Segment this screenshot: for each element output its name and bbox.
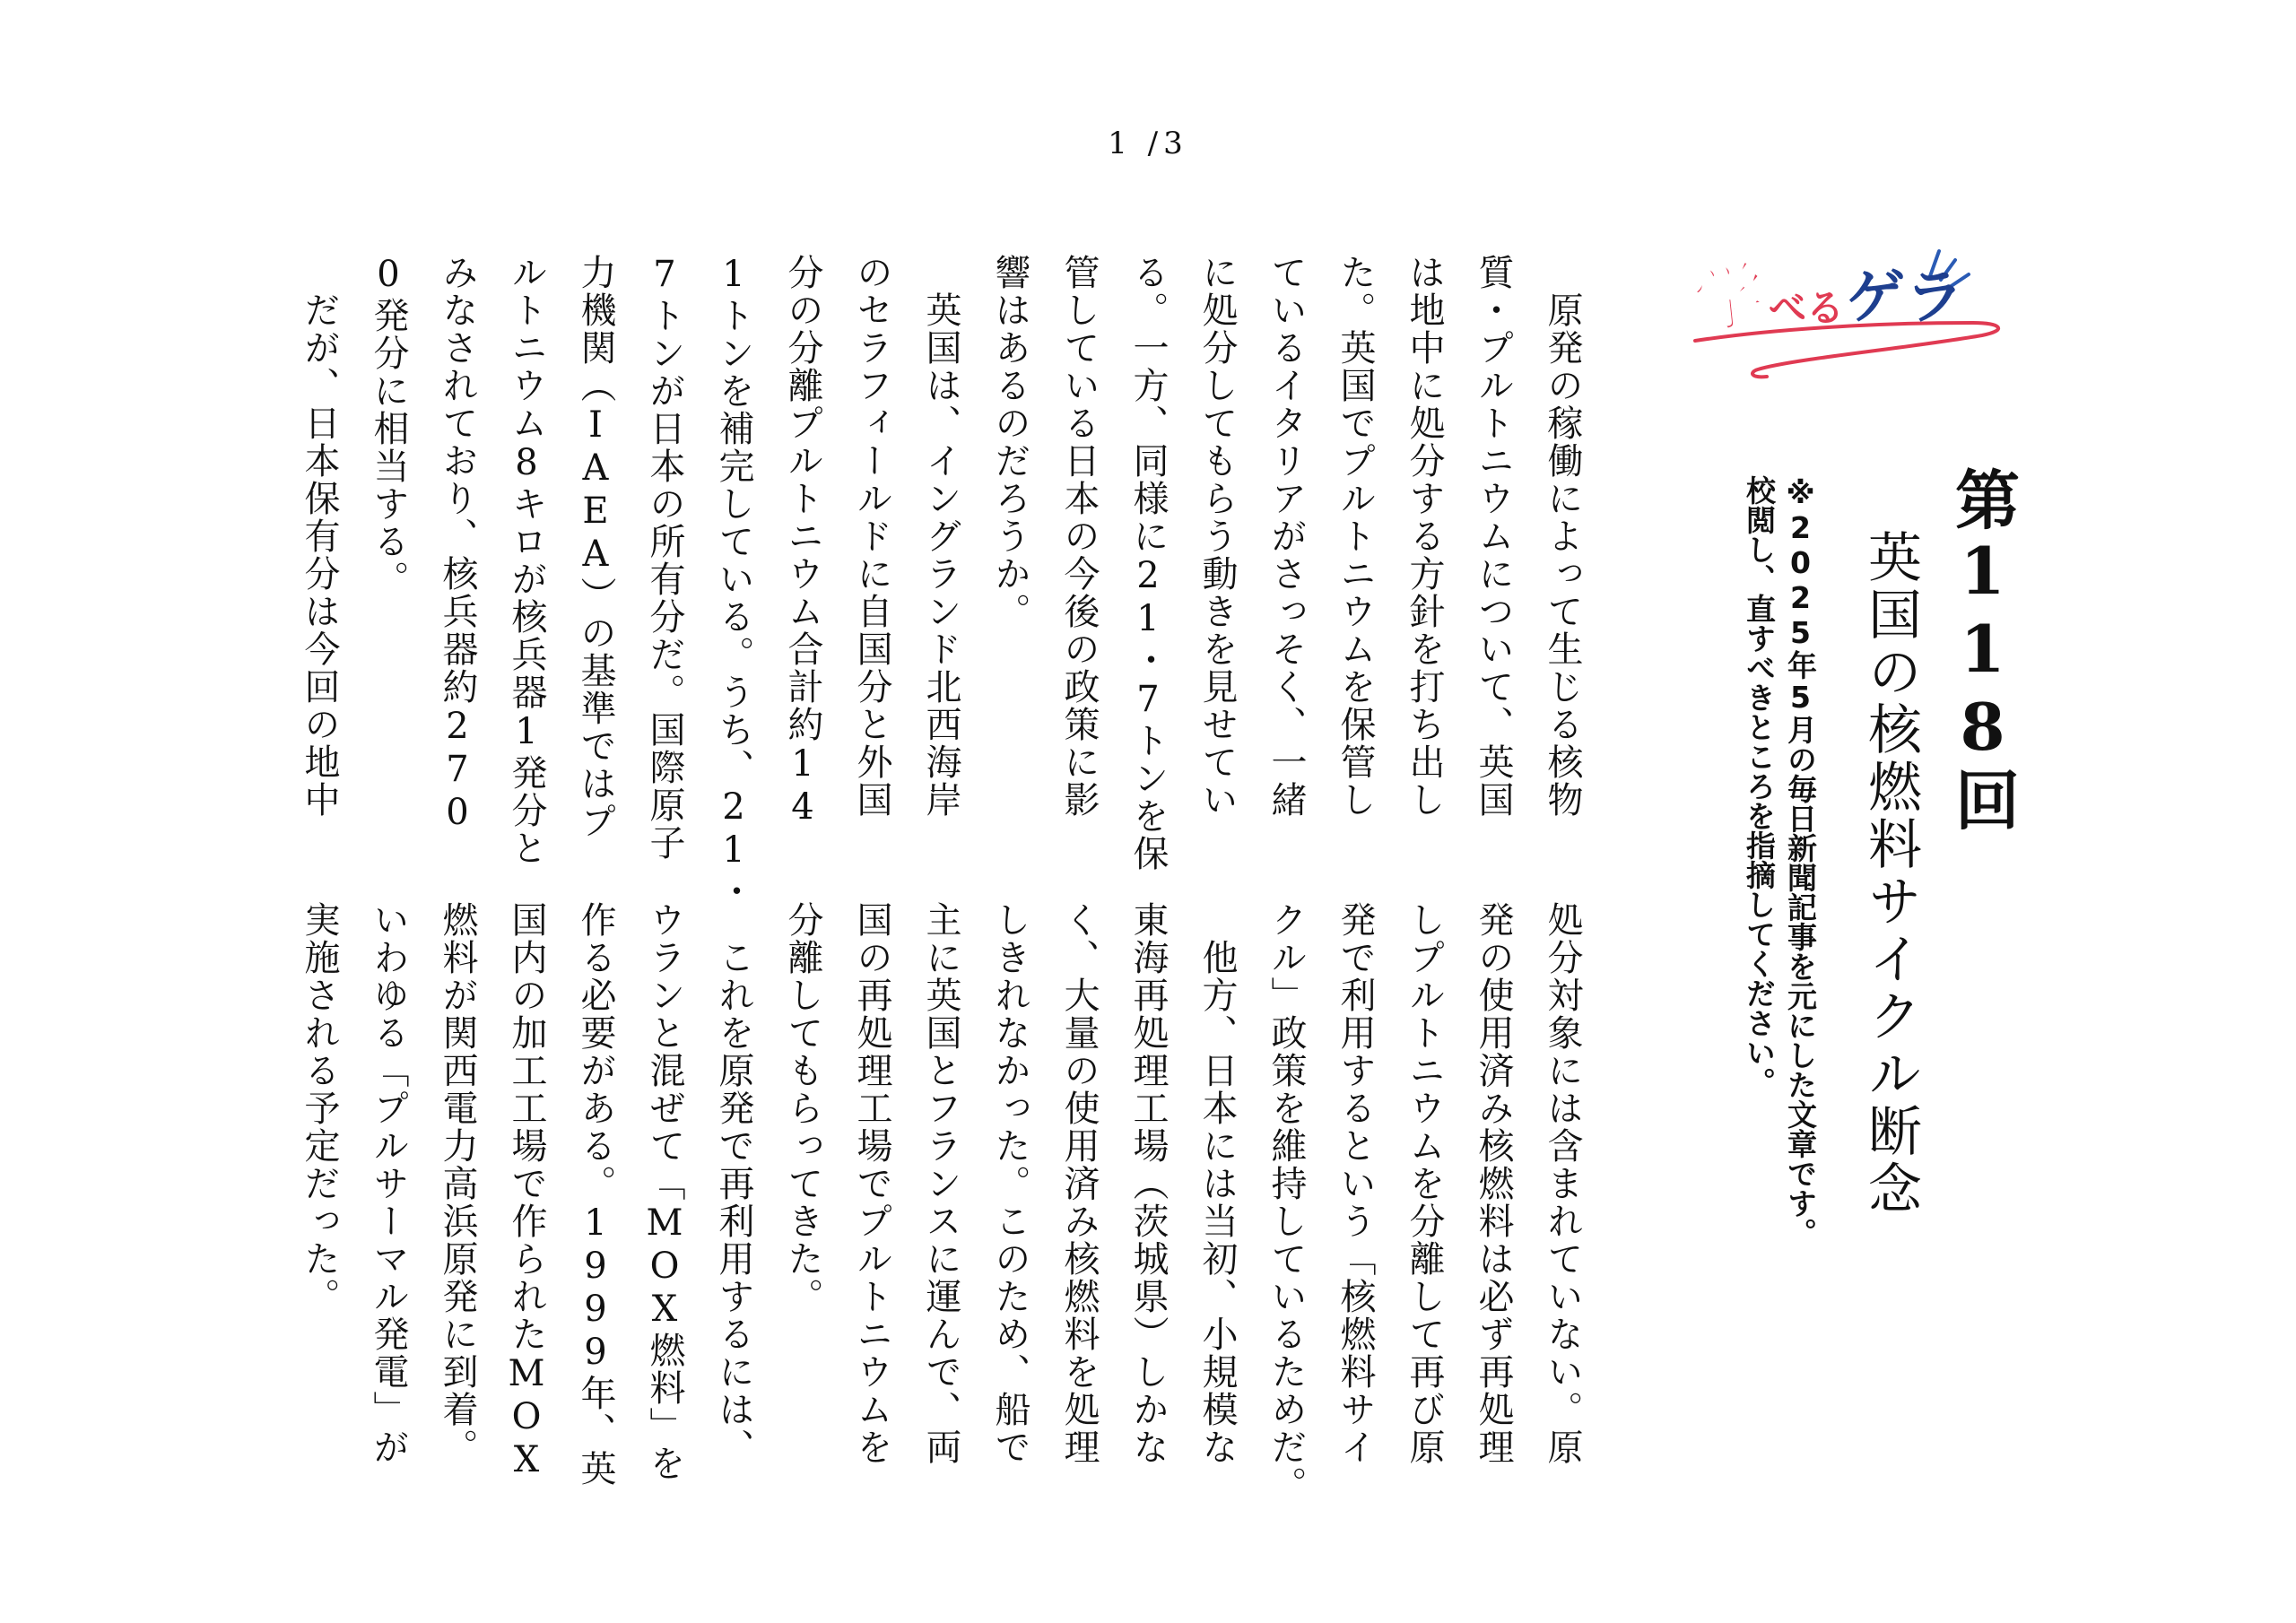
body-line: 東海再処理工場（茨城県）しかな xyxy=(1127,901,1169,1466)
gera-logo-graphic xyxy=(1686,224,2027,395)
gera-logo xyxy=(1686,224,2027,395)
body-line: のセラフィールドに自国分と外国 xyxy=(851,254,892,819)
body-line: く、大量の使用済み核燃料を処理 xyxy=(1058,901,1100,1466)
body-line: 0発分に相当する。 xyxy=(368,254,409,598)
body-line: 実施される予定だった。 xyxy=(299,901,340,1315)
body-line: 国内の加工工場で作られたMOX xyxy=(506,901,547,1482)
body-line: クル」政策を維持しているためだ。 xyxy=(1265,901,1307,1504)
article-title: 英国の核燃料サイクル断念 xyxy=(1859,529,1922,1218)
body-line: 発で利用するという「核燃料サイ xyxy=(1335,901,1376,1466)
page-counter: 1 /3 xyxy=(1108,126,1188,161)
body-line: みなされており、核兵器約270 xyxy=(437,254,478,835)
body-line: は地中に処分する方針を打ち出し xyxy=(1404,254,1445,819)
body-line: 英国は、イングランド北西海岸 xyxy=(920,254,961,819)
body-line: 7トンが日本の所有分だ。国際原子 xyxy=(644,254,685,862)
body-line: 処分対象には含まれていない。原 xyxy=(1542,901,1583,1466)
body-line: 分の分離プルトニウム合計約14 xyxy=(782,254,823,829)
body-line: 1トンを補完している。うち、21・ xyxy=(713,254,754,910)
body-line: ウランと混ぜて「MOX燃料」を xyxy=(644,901,685,1482)
body-line: た。英国でプルトニウムを保管し xyxy=(1335,254,1376,819)
body-line: これを原発で再利用するには、 xyxy=(713,901,754,1466)
body-line: 主に英国とフランスに運んで、両 xyxy=(920,901,961,1466)
body-lower-tier xyxy=(284,901,1596,1504)
body-line: 発の使用済み核燃料は必ず再処理 xyxy=(1473,901,1514,1466)
note-line: ※2025年5月の毎日新聞記事を元にした文章です。 xyxy=(1783,475,1818,1247)
body-line: 質・プルトニウムについて、英国 xyxy=(1473,254,1514,819)
body-line: いわゆる「プルサーマル発電」が xyxy=(368,901,409,1466)
body-line: 分離してもらってきた。 xyxy=(782,901,823,1315)
note-line: 校閲し、直すべきところを指摘してください。 xyxy=(1742,475,1777,1097)
body-line: しきれなかった。このため、船で xyxy=(989,901,1031,1466)
body-line: 国の再処理工場でプルトニウムを xyxy=(851,901,892,1466)
body-line: 他方、日本には当初、小規模な xyxy=(1196,901,1238,1466)
instruction-note xyxy=(1738,475,1821,1247)
logo-char-3: ゲラ xyxy=(1846,263,1964,332)
body-line: しプルトニウムを分離して再び原 xyxy=(1404,901,1445,1466)
body-line: 作る必要がある。1999年、英 xyxy=(575,901,616,1488)
body-line: 響はあるのだろうか。 xyxy=(989,254,1031,630)
body-line: る。一方、同様に21・7トンを保 xyxy=(1127,254,1169,872)
body-line: 管している日本の今後の政策に影 xyxy=(1058,254,1100,819)
logo-char-1: 学 xyxy=(1688,253,1771,346)
logo-char-2: べる xyxy=(1769,286,1845,330)
installment-number: 第118回 xyxy=(1944,466,2021,833)
body-line: だが、日本保有分は今回の地中 xyxy=(299,254,340,819)
body-line: ているイタリアがさっそく、一緒 xyxy=(1265,254,1307,819)
body-line: 燃料が関西電力高浜原発に到着。 xyxy=(437,901,478,1466)
body-line: ルトニウム8キロが核兵器1発分と xyxy=(506,254,547,867)
body-line: に処分してもらう動きを見せてい xyxy=(1196,254,1238,819)
body-line: 原発の稼働によって生じる核物 xyxy=(1542,254,1583,819)
body-line: 力機関（IAEA）の基準ではプ xyxy=(575,254,616,840)
body-upper-tier xyxy=(284,254,1596,910)
